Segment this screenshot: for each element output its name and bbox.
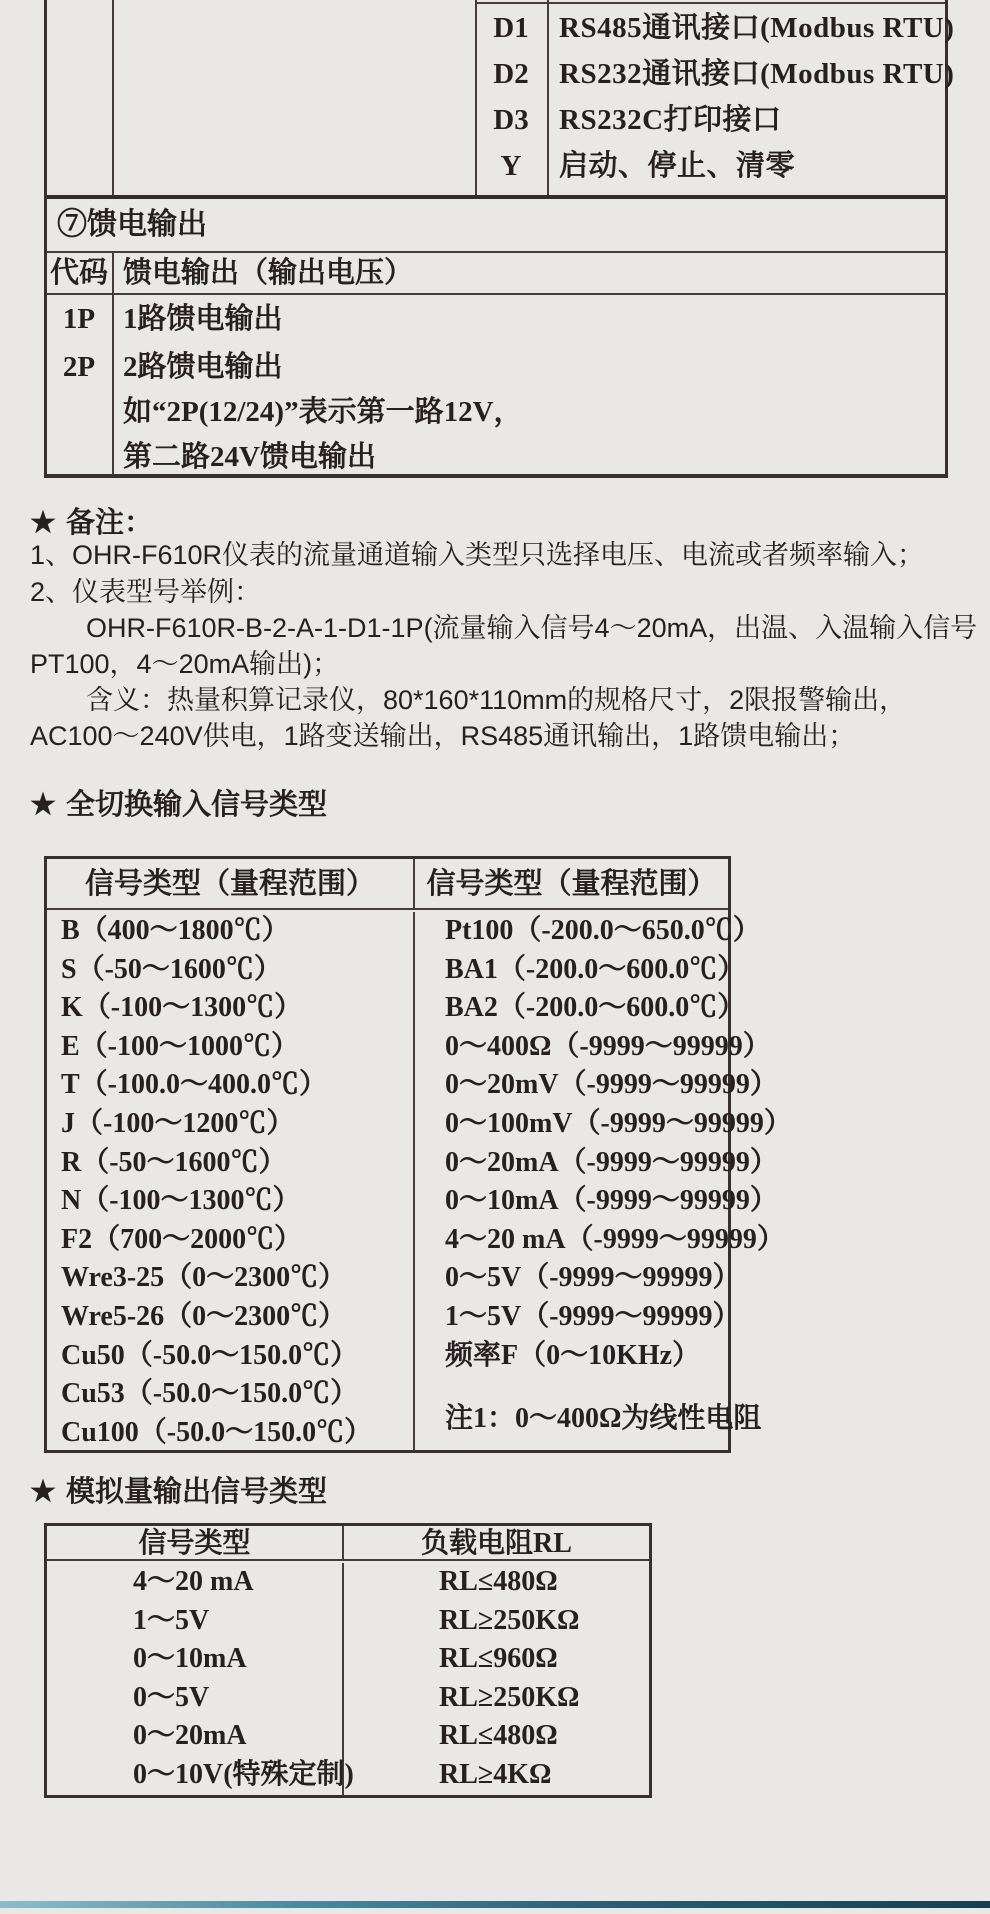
signal-list-right: [417, 912, 792, 1450]
load-cell: RL≥250KΩ: [439, 1681, 580, 1713]
star-icon: ★: [30, 507, 56, 539]
desc-cell: RS232C打印接口: [559, 104, 782, 136]
signal-item: K（-100～1300℃）: [61, 992, 303, 1024]
signal-item: Cu50（-50.0～150.0℃）: [61, 1339, 359, 1371]
table-row: [47, 100, 945, 140]
signal-item: 0～400Ω（-9999～99999）: [445, 1030, 771, 1062]
table-row: [47, 146, 945, 186]
star-icon: ★: [30, 789, 56, 821]
load-cell: RL≤480Ω: [439, 1566, 558, 1597]
code-cell: D3: [493, 104, 529, 136]
signal-item: 0～100mV（-9999～99999）: [445, 1107, 792, 1139]
desc-cell: RS485通讯接口(Modbus RTU): [559, 12, 955, 44]
table-row: [47, 1679, 649, 1718]
table-row: [47, 1602, 649, 1641]
table-row: [47, 299, 945, 339]
load-cell: RL≥4KΩ: [439, 1758, 552, 1790]
divider: [475, 2, 945, 4]
table-row: [47, 1563, 649, 1602]
signal-item: 0～5V（-9999～99999）: [445, 1262, 741, 1294]
output-signal-rows: [47, 1563, 649, 1795]
desc-cell: 2路馈电输出: [123, 351, 283, 383]
load-cell: RL≤960Ω: [439, 1643, 558, 1675]
table-note: 注1：0～400Ω为线性电阻: [445, 1403, 762, 1434]
code-cell: D1: [493, 12, 529, 44]
signal-item: 1～5V（-9999～99999）: [445, 1300, 741, 1332]
notes-title: [30, 500, 153, 541]
signal-item: 频率F（0～10KHz）: [445, 1339, 701, 1371]
signal-cell: 0～5V: [47, 1679, 344, 1718]
note-line: AC100～240V供电，1路变送输出，RS485通讯输出，1路馈电输出；: [30, 721, 856, 751]
signal-item: Pt100（-200.0～650.0℃）: [445, 915, 761, 946]
table-header-row: [47, 253, 945, 293]
signal-item: 4～20 mA（-9999～99999）: [445, 1223, 785, 1255]
desc-cell: 启动、停止、清零: [559, 150, 796, 182]
table-row: [47, 392, 945, 432]
footer-accent-line: [0, 1901, 990, 1908]
signal-list-left: [47, 912, 415, 1450]
signal-item: 0～20mV（-9999～99999）: [445, 1069, 778, 1101]
signal-item: E（-100～1000℃）: [61, 1030, 300, 1062]
signal-cell: 0～10V(特殊定制): [47, 1756, 344, 1795]
code-cell: Y: [500, 150, 522, 182]
code-cell: D2: [493, 58, 529, 90]
load-cell: RL≤480Ω: [439, 1720, 558, 1752]
signal-item: 0～20mA（-9999～99999）: [445, 1146, 778, 1178]
code-cell: 2P: [62, 351, 96, 383]
section-title: ⑦馈电输出: [57, 208, 207, 241]
output-signals-title: [30, 1469, 327, 1510]
output-signals-title-text: 模拟量输出信号类型: [66, 1476, 328, 1508]
signal-cell: 1～5V: [47, 1602, 344, 1641]
load-cell: RL≥250KΩ: [439, 1604, 580, 1636]
signal-item: Wre5-26（0～2300℃）: [61, 1300, 347, 1332]
signal-item: 0～10mA（-9999～99999）: [445, 1185, 778, 1217]
signal-item: F2（700～2000℃）: [61, 1223, 303, 1255]
column-header: 信号类型: [47, 1526, 344, 1561]
signal-cell: 0～10mA: [47, 1640, 344, 1679]
example-line: 第二路24V馈电输出: [123, 441, 376, 473]
signal-item: BA1（-200.0～600.0℃）: [445, 953, 746, 985]
signal-item: S（-50～1600℃）: [61, 953, 282, 985]
table-row: [47, 1717, 649, 1756]
example-line: 如“2P(12/24)”表示第一路12V，: [123, 396, 523, 428]
model-code-table: [44, 0, 955, 478]
signal-item: R（-50～1600℃）: [61, 1146, 287, 1178]
column-header: 信号类型（量程范围）: [415, 859, 728, 910]
divider: [47, 293, 945, 295]
input-signals-title: [30, 782, 327, 823]
header-desc: 馈电输出（输出电压）: [123, 257, 414, 289]
code-cell: 1P: [62, 303, 96, 335]
note-line: 2、仪表型号举例：: [30, 577, 262, 607]
table-row: [47, 8, 955, 48]
column-header: 负载电阻RL: [344, 1526, 649, 1561]
table-row: [47, 1640, 649, 1679]
table-row: [47, 54, 955, 94]
signal-item: Cu53（-50.0～150.0℃）: [61, 1378, 359, 1410]
output-signal-table: [44, 1523, 652, 1798]
signal-cell: 0～20mA: [47, 1717, 344, 1756]
note-line: 含义：热量积算记录仪，80*160*110mm的规格尺寸，2限报警输出，: [86, 685, 907, 715]
star-icon: ★: [30, 1476, 56, 1508]
header-code: 代码: [49, 257, 108, 289]
note-line: 1、OHR-F610R仪表的流量通道输入类型只选择电压、电流或者频率输入；: [30, 540, 925, 570]
signal-item: J（-100～1200℃）: [61, 1107, 295, 1139]
desc-cell: 1路馈电输出: [123, 303, 283, 335]
signal-item: B（400～1800℃）: [61, 915, 290, 946]
signal-item: Cu100（-50.0～150.0℃）: [61, 1416, 373, 1448]
table-row: [47, 437, 945, 477]
table-row: [47, 347, 945, 387]
input-signals-title-text: 全切换输入信号类型: [66, 789, 328, 821]
signal-item: T（-100.0～400.0℃）: [61, 1069, 328, 1101]
desc-cell: RS232通讯接口(Modbus RTU): [559, 58, 955, 90]
signal-item: BA2（-200.0～600.0℃）: [445, 992, 746, 1024]
signal-item: Wre3-25（0～2300℃）: [61, 1262, 347, 1294]
note-line: PT100，4～20mA输出)；: [30, 649, 340, 679]
input-signal-table: [44, 856, 792, 1453]
notes-title-text: 备注：: [66, 507, 154, 539]
signal-item: N（-100～1300℃）: [61, 1185, 301, 1217]
signal-cell: 4～20 mA: [47, 1563, 344, 1602]
note-line: OHR-F610R-B-2-A-1-D1-1P(流量输入信号4～20mA，出温、入温输入信号: [86, 613, 978, 643]
table-row: [47, 1756, 649, 1795]
column-header: 信号类型（量程范围）: [47, 859, 415, 910]
